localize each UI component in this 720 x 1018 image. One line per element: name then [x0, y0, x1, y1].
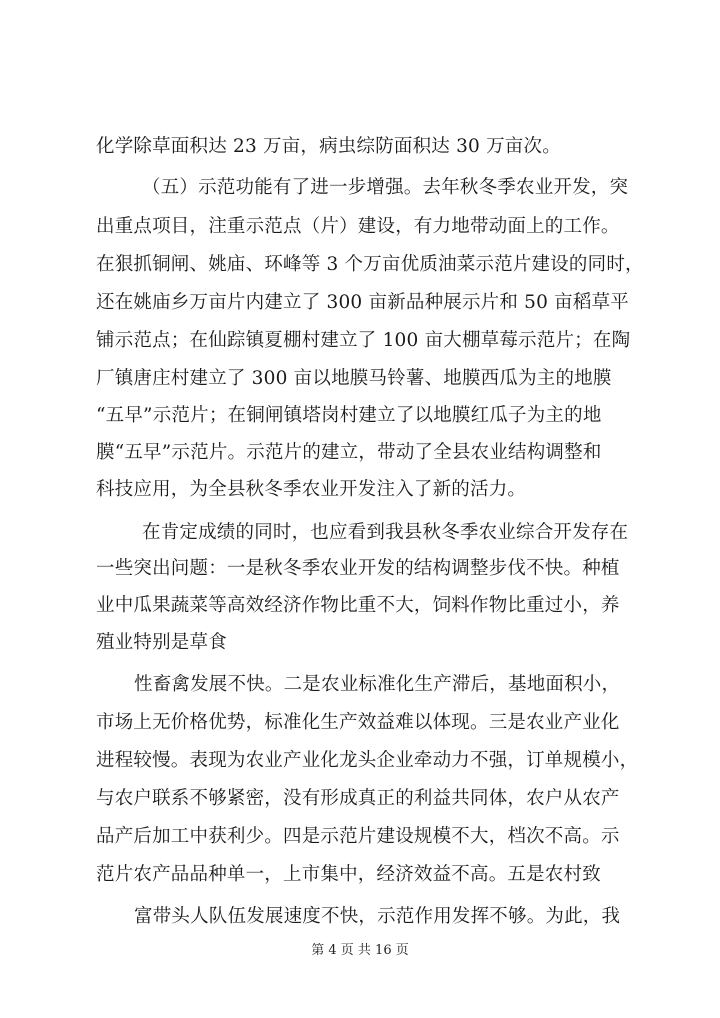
text-line: 在肯定成绩的同时，也应看到我县秋冬季农业综合开发存在	[142, 522, 629, 543]
text-line: 出重点项目，注重示范点（片）建设，有力地带动面上的工作。	[96, 216, 620, 237]
text-line: 殖业特别是草食	[96, 632, 227, 653]
text-line: “五早”示范片；在铜闸镇塔岗村建立了以地膜红瓜子为主的地	[96, 405, 602, 426]
text-line: 化学除草面积达 23 万亩，病虫综防面积达 30 万亩次。	[96, 136, 561, 157]
text-line: 厂镇唐庄村建立了 300 亩以地膜马铃薯、地膜西瓜为主的地膜	[96, 368, 612, 389]
page-number: 第 4 页 共 16 页	[311, 943, 409, 958]
text-line: 还在姚庙乡万亩片内建立了 300 亩新品种展示片和 50 亩稻草平	[96, 292, 629, 313]
text-line: 品产后加工中获利少。四是示范片建设规模不大，档次不高。示	[96, 826, 620, 847]
text-line: 膜“五早”示范片。示范片的建立，带动了全县农业结构调整和	[96, 442, 602, 463]
text-line: 富带头人队伍发展速度不快，示范作用发挥不够。为此，我	[134, 906, 621, 927]
text-line: 与农户联系不够紧密，没有形成真正的利益共同体，农户从农产	[96, 788, 620, 809]
text-line: 进程较慢。表现为农业产业化龙头企业牵动力不强，订单规模小，	[96, 750, 639, 771]
text-line: 业中瓜果蔬菜等高效经济作物比重不大，饲料作物比重过小，养	[96, 595, 620, 616]
text-line: （五）示范功能有了进一步增强。去年秋冬季农业开发，突	[142, 177, 629, 198]
text-line: 一些突出问题：一是秋冬季农业开发的结构调整步伐不快。种植	[96, 558, 620, 579]
text-line: 市场上无价格优势，标准化生产效益难以体现。三是农业产业化	[96, 712, 620, 733]
text-line: 在狠抓铜闸、姚庙、环峰等 3 个万亩优质油菜示范片建设的同时，	[96, 254, 644, 275]
text-line: 范片农产品品种单一，上市集中，经济效益不高。五是农村致	[96, 864, 601, 885]
text-line: 铺示范点；在仙踪镇夏棚村建立了 100 亩大棚草莓示范片；在陶	[96, 330, 631, 351]
text-line: 科技应用，为全县秋冬季农业开发注入了新的活力。	[96, 479, 527, 500]
text-line: 性畜禽发展不快。二是农业标准化生产滞后，基地面积小，	[134, 674, 621, 695]
